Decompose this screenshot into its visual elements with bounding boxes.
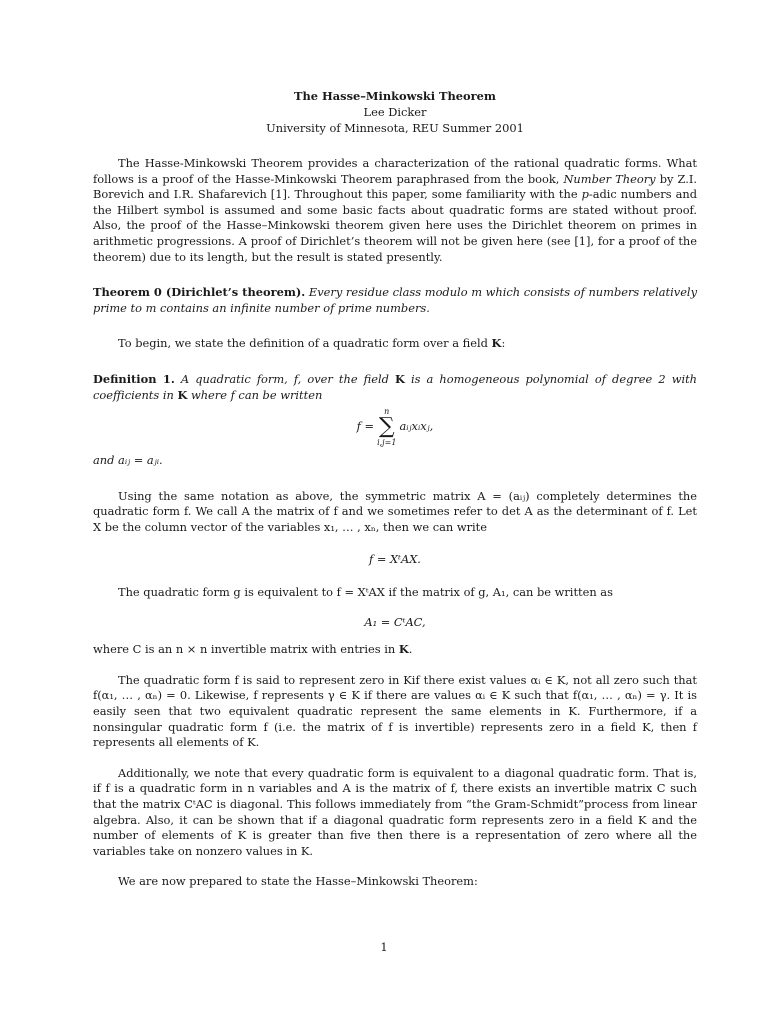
represent-paragraph: The quadratic form f is said to represent zero in Kif there exist values αᵢ ∈ K, not all zero such that f(α₁, … , αₙ) = 0. Likewise, f represents γ ∈ K if there are values αᵢ ∈ K such that f(α₁, … , αₙ) = γ. It is easily seen that two equivalent quadratic represent the same elements in K. Furthermore, if a nonsingular quadratic form f (i.e. the matrix of f is invertible) represents zero in a field K, then f represents all elements of K. xyxy=(93,672,697,750)
sum-equation: f = n ∑ i,j=1 aᵢⱼxᵢxⱼ, xyxy=(356,407,434,448)
closing-paragraph: We are now prepared to state the Hasse–Minkowski Theorem: xyxy=(118,874,478,889)
page-number: 1 xyxy=(380,940,388,954)
title-block xyxy=(93,88,697,136)
symmetry-condition: and aᵢⱼ = aⱼᵢ. xyxy=(93,453,163,468)
book-title: Number Theory xyxy=(563,171,656,186)
definition-1: Definition 1. A quadratic form, f, over the field K is a homogeneous polynomial of degree 2 with coefficients in K where f can be written xyxy=(93,371,697,402)
diagonal-paragraph: Additionally, we note that every quadratic form is equivalent to a diagonal quadratic form. That is, if f is a quadratic form in n variables and A is the matrix of f, there exists an invertible matrix C such that the matrix CᵗAC is diagonal. This follows immediately from “the Gram-Schmidt”process from linear algebra. Also, it can be shown that if a diagonal quadratic form represents zero in a field K and the number of elements of K is greater than five then there is a representation of zero where all the variables take on nonzero values in K. xyxy=(93,765,697,858)
paper-title: The Hasse–Minkowski Theorem xyxy=(294,89,496,103)
theorem-text: Every residue class modulo m which consists of numbers relatively prime to m contains an infinite number of prime numbers. xyxy=(93,285,698,315)
begin-paragraph: To begin, we state the definition of a quadratic form over a field K: xyxy=(118,336,506,351)
intro-paragraph: The Hasse-Minkowski Theorem provides a characterization of the rational quadratic forms. What follows is a proof of the Hasse-Minkowski Theorem paraphrased from the book, Number Theory by Z.I. Borevich and I.R. Shafarevich [1]. Throughout this paper, some familiarity with the p-adic numbers and the Hilbert symbol is assumed and some basic facts about quadratic forms are stated without proof. Also, the proof of the Hasse–Minkowski theorem given here uses the Dirichlet theorem on primes in arithmetic progressions. A proof of Dirichlet’s theorem will not be given here (see [1], for a proof of the theorem) due to its length, but the result is stated presently. xyxy=(93,156,697,264)
equivalence-equation: A₁ = CᵗAC, xyxy=(364,614,426,629)
author: Lee Dicker xyxy=(363,105,427,119)
equivalence-paragraph: The quadratic form g is equivalent to f = XᵗAX if the matrix of g, A₁, can be written as xyxy=(118,585,613,600)
equivalence-note: where C is an n × n invertible matrix with entries in K. xyxy=(93,642,413,657)
affiliation: University of Minnesota, REU Summer 2001 xyxy=(266,121,524,135)
document-page xyxy=(93,88,697,890)
theorem-0 xyxy=(93,285,697,316)
form-equation: f = XᵗAX. xyxy=(369,551,421,566)
matrix-paragraph: Using the same notation as above, the symmetric matrix A = (aᵢⱼ) completely determines the quadratic form f. We call A the matrix of f and we sometimes refer to det A as the determinant of f. Let X be the column vector of the variables x₁, … , xₙ, then we can write xyxy=(93,488,697,534)
definition-label: Definition 1. xyxy=(93,371,175,386)
summation-symbol: n ∑ i,j=1 xyxy=(377,407,397,448)
theorem-label: Theorem 0 (Dirichlet’s theorem). xyxy=(93,285,306,300)
